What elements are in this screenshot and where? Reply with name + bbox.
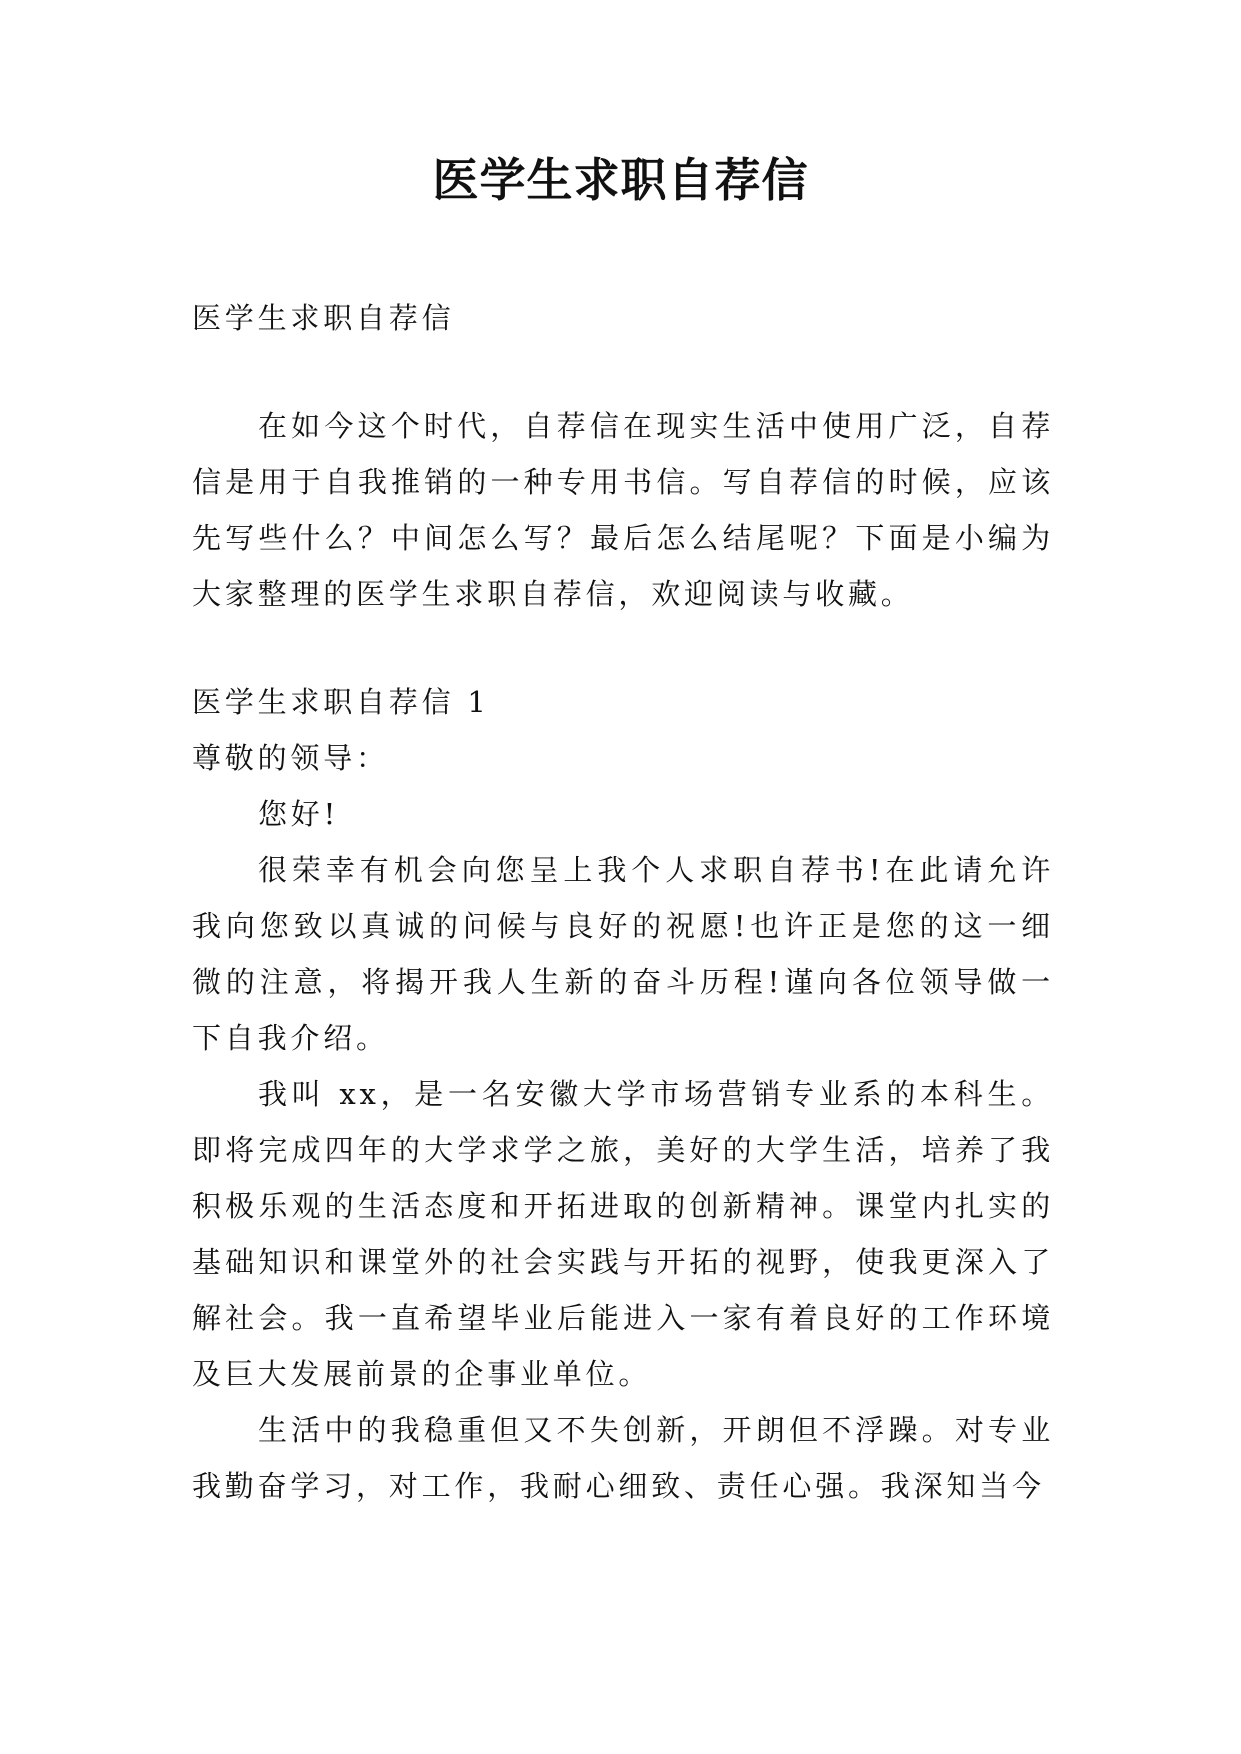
section-heading: 医学生求职自荐信 1 bbox=[192, 685, 490, 719]
body-paragraph-2: 我叫 xx，是一名安徽大学市场营销专业系的本科生。即将完成四年的大学求学之旅，美好的大学生活，培养了我积极乐观的生活态度和开拓进取的创新精神。课堂内扎实的基础知识和课堂外的社会实践与开拓的视野，使我更深入了解社会。我一直希望毕业后能进入一家有着良好的工作环境及巨大发展前景的企事业单位。 bbox=[192, 1077, 1054, 1391]
salutation: 尊敬的领导： bbox=[192, 741, 389, 775]
document-body bbox=[192, 290, 1054, 1514]
body-paragraph-1: 很荣幸有机会向您呈上我个人求职自荐书!在此请允许我向您致以真诚的问候与良好的祝愿!也许正是您的这一细微的注意，将揭开我人生新的奋斗历程!谨向各位领导做一下自我介绍。 bbox=[192, 853, 1054, 1055]
intro-paragraph: 在如今这个时代，自荐信在现实生活中使用广泛，自荐信是用于自我推销的一种专用书信。写自荐信的时候，应该先写些什么？中间怎么写？最后怎么结尾呢？下面是小编为大家整理的医学生求职自荐信，欢迎阅读与收藏。 bbox=[192, 409, 1054, 611]
document-title: 医学生求职自荐信 bbox=[432, 153, 809, 207]
greeting: 您好! bbox=[258, 797, 340, 831]
document-subtitle: 医学生求职自荐信 bbox=[192, 301, 455, 335]
body-paragraph-3: 生活中的我稳重但又不失创新，开朗但不浮躁。对专业我勤奋学习，对工作，我耐心细致、责任心强。我深知当今 bbox=[192, 1413, 1054, 1503]
